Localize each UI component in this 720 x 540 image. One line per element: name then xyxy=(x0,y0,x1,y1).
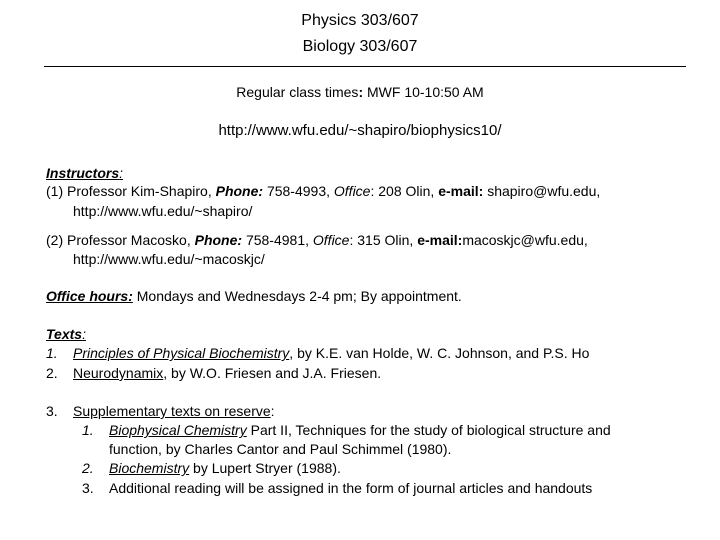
text-item-1-title: Principles of Physical Biochemistry xyxy=(73,345,290,361)
instructor-2-phone: 758-4981, xyxy=(242,232,313,248)
instructor-1-prefix: (1) Professor Kim-Shapiro, xyxy=(46,183,216,199)
page-title-biology: Biology 303/607 xyxy=(302,38,418,55)
class-times-colon: : xyxy=(358,84,364,100)
supplementary-item-3-rest: Additional reading will be assigned in the form of journal articles and handouts xyxy=(109,480,593,496)
title-divider xyxy=(44,66,686,67)
supplementary-item-2-title: Biochemistry xyxy=(109,460,190,476)
supplementary-item-2-rest: by Lupert Stryer (1988). xyxy=(189,460,341,476)
class-times-value: MWF 10-10:50 AM xyxy=(363,84,484,100)
page-title-physics: Physics 303/607 xyxy=(301,12,419,29)
instructor-1-office-label: Office xyxy=(333,183,371,199)
text-item-3 xyxy=(46,402,275,420)
instructor-2-email-label: e-mail: xyxy=(417,232,463,248)
instructor-1-office: : 208 Olin, xyxy=(370,183,439,199)
text-item-2-rest: , by W.O. Friesen and J.A. Friesen. xyxy=(163,365,382,381)
supplementary-item-3-num: 3. xyxy=(82,480,94,496)
supplementary-item-2 xyxy=(82,459,341,477)
text-item-3-num: 3. xyxy=(46,403,58,419)
instructor-1-url: http://www.wfu.edu/~shapiro/ xyxy=(73,203,253,219)
supplementary-item-1-num: 1. xyxy=(82,422,94,438)
instructor-2-line xyxy=(46,231,588,249)
text-item-1 xyxy=(46,344,589,362)
texts-heading-label: Texts xyxy=(46,326,83,342)
text-item-1-num: 1. xyxy=(46,345,58,361)
instructor-2-url: http://www.wfu.edu/~macoskjc/ xyxy=(73,251,265,267)
instructor-2-prefix: (2) Professor Macosko, xyxy=(46,232,195,248)
instructor-2-office: : 315 Olin, xyxy=(349,232,418,248)
instructors-heading xyxy=(46,164,123,182)
text-item-2 xyxy=(46,364,381,382)
supplementary-item-1-rest: Part II, Techniques for the study of biological structure and xyxy=(246,422,611,438)
course-url: http://www.wfu.edu/~shapiro/biophysics10/ xyxy=(218,122,502,139)
instructor-1-line xyxy=(46,182,600,200)
supplementary-item-2-num: 2. xyxy=(82,460,94,476)
class-times xyxy=(0,83,720,101)
text-item-1-rest: , by K.E. van Holde, W. C. Johnson, and P.S. Ho xyxy=(289,345,590,361)
class-times-label: Regular class times xyxy=(236,84,359,100)
supplementary-item-1 xyxy=(82,421,611,439)
text-item-2-num: 2. xyxy=(46,365,58,381)
instructor-2-phone-label: Phone: xyxy=(194,232,243,248)
supplementary-item-1-title: Biophysical Chemistry xyxy=(109,422,247,438)
supplementary-item-1-cont: function, by Charles Cantor and Paul Schimmel (1980). xyxy=(109,441,452,457)
texts-heading-colon: : xyxy=(82,326,86,342)
text-item-3-rest: : xyxy=(270,403,275,419)
office-hours xyxy=(46,287,462,305)
instructor-1-email-label: e-mail: xyxy=(438,183,484,199)
office-hours-label: Office hours: xyxy=(46,288,133,304)
instructors-heading-label: Instructors xyxy=(46,165,120,181)
text-item-2-title: Neurodynamix xyxy=(73,365,164,381)
office-hours-value: Mondays and Wednesdays 2-4 pm; By appointment. xyxy=(132,288,462,304)
instructor-1-email: shapiro@wfu.edu, xyxy=(483,183,601,199)
instructor-1-phone: 758-4993, xyxy=(263,183,334,199)
supplementary-item-3 xyxy=(82,479,592,497)
instructors-heading-colon: : xyxy=(119,165,124,181)
instructor-2-email: macoskjc@wfu.edu, xyxy=(462,232,588,248)
instructor-2-office-label: Office xyxy=(312,232,350,248)
text-item-3-title: Supplementary texts on reserve xyxy=(73,403,271,419)
texts-heading xyxy=(46,325,86,343)
instructor-1-phone-label: Phone: xyxy=(215,183,264,199)
